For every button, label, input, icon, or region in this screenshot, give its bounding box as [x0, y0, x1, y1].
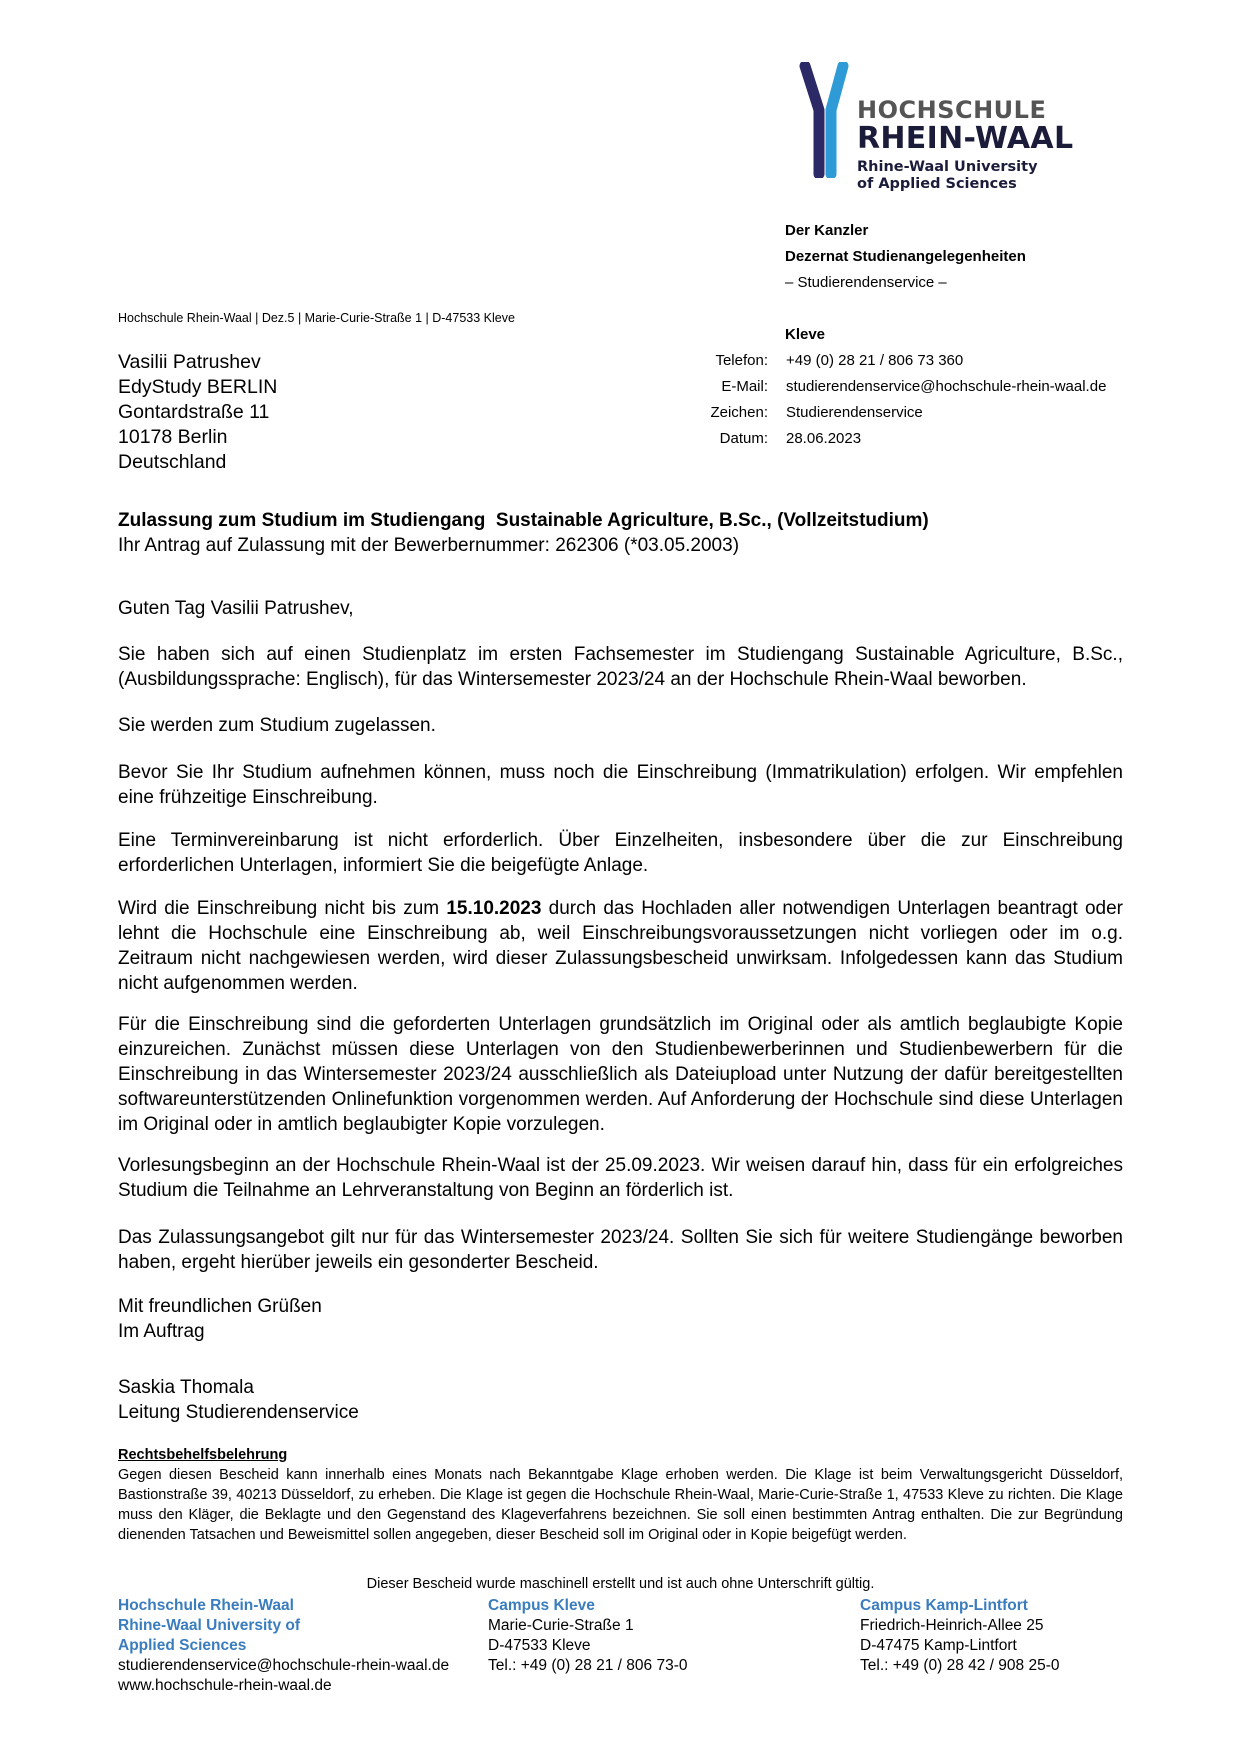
- logo-line-4: of Applied Sciences: [857, 175, 1017, 192]
- sender-block: [785, 218, 1026, 348]
- machine-generated-note: Dieser Bescheid wurde maschinell erstellt und ist auch ohne Unterschrift gültig.: [366, 1576, 875, 1592]
- recipient-address: [118, 350, 277, 475]
- paragraph-7: Vorlesungsbeginn an der Hochschule Rhein-Waal ist der 25.09.2023. Wir weisen darauf hin, dass für ein erfolgreiches Studium die Teilnahme an Lehrveranstaltung von Beginn an förderlich ist.: [118, 1155, 1123, 1201]
- footer-column-kleve: [488, 1596, 687, 1676]
- footer-email: studierendenservice@hochschule-rhein-waal.de: [118, 1657, 450, 1674]
- recipient-company: EdyStudy BERLIN: [118, 376, 278, 398]
- university-logo-icon: [795, 62, 857, 183]
- recipient-name: Vasilii Patrushev: [118, 351, 261, 373]
- closing: [118, 1294, 1123, 1344]
- signature: [118, 1375, 1123, 1425]
- legal-title: Rechtsbehelfsbelehrung: [118, 1447, 288, 1463]
- footer-kamp-phone: Tel.: +49 (0) 28 42 / 908 25-0: [860, 1657, 1060, 1674]
- legal-notice: [118, 1445, 1123, 1545]
- return-address: Hochschule Rhein-Waal | Dez.5 | Marie-Curie-Straße 1 | D-47533 Kleve: [118, 311, 515, 325]
- paragraph-2: Sie werden zum Studium zugelassen.: [118, 715, 436, 736]
- reference-label: Zeichen:: [710, 404, 768, 421]
- footer-university-en-2: Applied Sciences: [118, 1637, 247, 1654]
- footer-kleve-title: Campus Kleve: [488, 1597, 595, 1614]
- footer-kamp-street: Friedrich-Heinrich-Allee 25: [860, 1617, 1044, 1634]
- paragraph-5-post: durch das Hochladen aller notwendigen Unterlagen beantragt oder lehnt die Hochschule eine Einschreibung ab, weil Einschreibungsvoraussetzungen nicht vorliegen oder im o.g. Zeitraum nicht nachgewiesen werden, wird dieser Zulassungsbescheid unwirksam. Infolgedessen kann das Studium nicht aufgenommen werden.: [118, 898, 1123, 994]
- sender-city: Kleve: [785, 326, 826, 343]
- logo-line-3: Rhine-Waal University: [857, 159, 1038, 175]
- footer-kleve-city: D-47533 Kleve: [488, 1637, 591, 1654]
- contact-labels: [600, 348, 768, 452]
- date-value: 28.06.2023: [786, 430, 862, 447]
- footer-column-university: [118, 1596, 449, 1696]
- paragraph-5: [118, 896, 1123, 996]
- footer-website: www.hochschule-rhein-waal.de: [118, 1677, 332, 1694]
- enrollment-deadline: 15.10.2023: [446, 898, 542, 919]
- closing-line-2: Im Auftrag: [118, 1321, 205, 1342]
- recipient-street: Gontardstraße 11: [118, 401, 270, 423]
- email-label: E-Mail:: [721, 378, 768, 395]
- greeting: Guten Tag Vasilii Patrushev,: [118, 598, 354, 619]
- subject-title: Zulassung zum Studium im Studiengang Sustainable Agriculture, B.Sc., (Vollzeitstudium): [118, 510, 929, 531]
- footer-kamp-city: D-47475 Kamp-Lintfort: [860, 1637, 1017, 1654]
- recipient-city: 10178 Berlin: [118, 426, 228, 448]
- logo-line-1: HOCHSCHULE: [857, 96, 1047, 124]
- phone-label: Telefon:: [715, 352, 768, 369]
- date-label: Datum:: [719, 430, 768, 447]
- phone-value: +49 (0) 28 21 / 806 73 360: [786, 352, 964, 369]
- contact-values: [786, 348, 1106, 452]
- footer-kamp-title: Campus Kamp-Lintfort: [860, 1597, 1028, 1614]
- sender-title: Der Kanzler: [785, 222, 869, 239]
- legal-text: Gegen diesen Bescheid kann innerhalb eines Monats nach Bekanntgabe Klage erhoben werden. Die Klage ist beim Verwaltungsgericht Düsseldorf, Bastionstraße 39, 40213 Düsseldorf, zu erheben. Die Klage ist gegen die Hochschule Rhein-Waal, Marie-Curie-Straße 1, 47533 Kleve zu richten. Die Klage muss den Kläger, die Beklagte und den Gegenstand des Klageverfahrens bezeichnen. Sie soll einen bestimmten Antrag enthalten. Die zur Begründung dienenden Tatsachen und Beweismittel sollen angegeben, dieser Bescheid soll im Original oder in Kopie beigefügt werden.: [118, 1467, 1123, 1543]
- signer-title: Leitung Studierendenservice: [118, 1402, 359, 1423]
- sender-unit: – Studierendenservice –: [785, 274, 947, 291]
- footer-column-kamp-lintfort: [860, 1596, 1059, 1676]
- footer-kleve-phone: Tel.: +49 (0) 28 21 / 806 73-0: [488, 1657, 688, 1674]
- recipient-country: Deutschland: [118, 451, 227, 473]
- subject-line-2: Ihr Antrag auf Zulassung mit der Bewerbernummer: 262306 (*03.05.2003): [118, 535, 740, 556]
- email-value: studierendenservice@hochschule-rhein-waal.de: [786, 378, 1107, 395]
- logo-line-2: RHEIN-WAAL: [857, 121, 1074, 156]
- footer-university-en-1: Rhine-Waal University of: [118, 1617, 301, 1634]
- paragraph-6: Für die Einschreibung sind die geforderten Unterlagen grundsätzlich im Original oder als amtlich beglaubigte Kopie einzureichen. Zunächst müssen diese Unterlagen von den Studienbewerberinnen und Studienbewerbern für die Einschreibung in das Wintersemester 2023/24 ausschließlich als Dateiupload unter Nutzung der dafür bereitgestellten softwareunterstützenden Onlinefunktion vorgenommen werden. Auf Anforderung der Hochschule sind diese Unterlagen im Original oder in amtlich beglaubigter Kopie vorzulegen.: [118, 1014, 1123, 1135]
- paragraph-5-pre: Wird die Einschreibung nicht bis zum: [118, 898, 447, 919]
- reference-value: Studierendenservice: [786, 404, 923, 421]
- paragraph-3: Bevor Sie Ihr Studium aufnehmen können, muss noch die Einschreibung (Immatrikulation) erfolgen. Wir empfehlen eine frühzeitige Einschreibung.: [118, 762, 1123, 808]
- signer-name: Saskia Thomala: [118, 1377, 254, 1398]
- subject-block: [118, 508, 1128, 558]
- paragraph-4: Eine Terminvereinbarung ist nicht erforderlich. Über Einzelheiten, insbesondere über die zur Einschreibung erforderlichen Unterlagen, informiert Sie die beigefügte Anlage.: [118, 830, 1123, 876]
- footer-kleve-street: Marie-Curie-Straße 1: [488, 1617, 634, 1634]
- closing-line-1: Mit freundlichen Grüßen: [118, 1296, 322, 1317]
- sender-department: Dezernat Studienangelegenheiten: [785, 248, 1026, 265]
- paragraph-1: Sie haben sich auf einen Studienplatz im ersten Fachsemester im Studiengang Sustainable Agriculture, B.Sc., (Ausbildungssprache: Englisch), für das Wintersemester 2023/24 an der Hochschule Rhein-Waal beworben.: [118, 644, 1123, 690]
- university-logo-text: [857, 98, 1073, 191]
- footer-university-name: Hochschule Rhein-Waal: [118, 1597, 294, 1614]
- paragraph-8: Das Zulassungsangebot gilt nur für das Wintersemester 2023/24. Sollten Sie sich für weitere Studiengänge beworben haben, ergeht hierüber jeweils ein gesonderter Bescheid.: [118, 1227, 1123, 1273]
